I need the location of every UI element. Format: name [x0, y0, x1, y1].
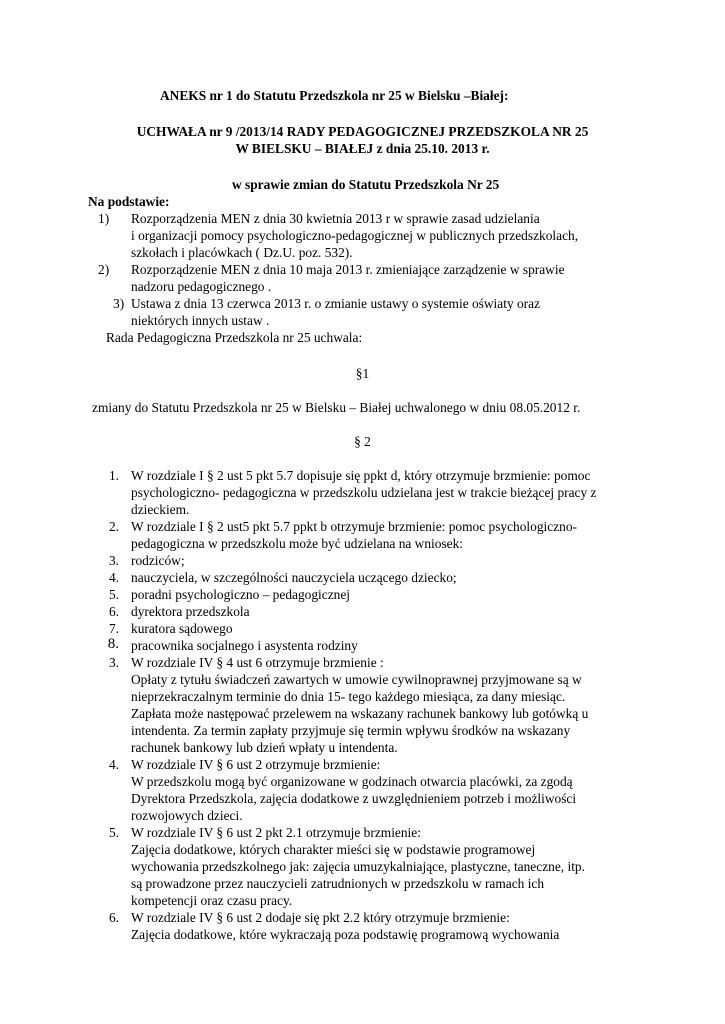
amendment-line: pracownika socjalnego i asystenta rodziny — [131, 638, 358, 653]
amendment-line: nauczyciela, w szczególności nauczyciela uczącego dziecko; — [131, 570, 457, 585]
uchwala-title-line2: W BIELSKU – BIAŁEJ z dnia 25.10. 2013 r. — [235, 141, 490, 156]
basis-item-number: 3) — [113, 296, 125, 311]
amendment-line: W rozdziale IV § 6 ust 2 pkt 2.1 otrzymuje brzmienie: — [131, 825, 421, 840]
amendment-number: 6. — [108, 604, 119, 619]
amendment-line: dzieckiem. — [131, 502, 190, 517]
section-1-text: zmiany do Statutu Przedszkola nr 25 w Bielsku – Białej uchwalonego w dniu 08.05.2012 r. — [92, 400, 581, 415]
amendment-line: W przedszkolu mogą być organizowane w godzinach otwarcia placówki, za zgodą — [131, 774, 573, 789]
amendment-line: Opłaty z tytułu świadczeń zawartych w umowie cywilnoprawnej przyjmowane są w — [131, 672, 582, 687]
basis-item-line: Rozporządzenia MEN z dnia 30 kwietnia 2013 r w sprawie zasad udzielania — [131, 211, 540, 226]
council-resolves: Rada Pedagogiczna Przedszkola nr 25 uchwala: — [106, 330, 363, 345]
amendment-line: kompetencji oraz czasu pracy. — [131, 893, 293, 908]
amendment-line: są prowadzone przez nauczycieli zatrudnionych w przedszkolu w ramach ich — [131, 876, 545, 891]
amendment-number: 5. — [108, 587, 119, 602]
amendment-number: 2. — [108, 519, 119, 534]
amendment-line: psychologiczno- pedagogiczna w przedszkolu udzielana jest w trakcie bieżącej pracy z — [131, 485, 597, 500]
amendment-number: 5. — [108, 825, 119, 840]
amendment-line: Zapłata może następować przelewem na wskazany rachunek bankowy lub gotówką u — [131, 706, 589, 721]
amendment-line: W rozdziale I § 2 ust 5 pkt 5.7 dopisuje się ppkt d, który otrzymuje brzmienie: pomoc — [131, 468, 591, 483]
amendment-line: Zajęcia dodatkowe, które wykraczają poza podstawię programową wychowania — [131, 927, 560, 942]
basis-item-line: i organizacji pomocy psychologiczno-pedagogicznej w publicznych przedszkolach, — [131, 228, 579, 243]
amendment-number: 8. — [107, 636, 119, 652]
basis-heading: Na podstawie: — [88, 194, 170, 209]
basis-item-line: szkołach i placówkach ( Dz.U. poz. 532). — [131, 245, 353, 260]
subject-line: w sprawie zmian do Statutu Przedszkola Nr 25 — [232, 177, 500, 192]
basis-item-line: niektórych innych ustaw . — [131, 313, 270, 328]
amendment-number: 7. — [108, 621, 119, 636]
amendment-number: 1. — [108, 468, 119, 483]
section-1-sign: §1 — [355, 366, 370, 381]
amendment-line: poradni psychologiczno – pedagogicznej — [131, 587, 351, 602]
amendment-number: 3. — [108, 553, 119, 568]
amendment-line: rodziców; — [131, 553, 185, 568]
amendment-line: W rozdziale I § 2 ust5 pkt 5.7 ppkt b otrzymuje brzmienie: pomoc psychologiczno- — [131, 519, 577, 534]
amendment-line: rachunek bankowy lub dzień wpłaty u intendenta. — [131, 740, 398, 755]
section-2-sign: § 2 — [354, 434, 371, 449]
basis-item-line: Rozporządzenie MEN z dnia 10 maja 2013 r. zmieniające zarządzenie w sprawie — [131, 262, 565, 277]
basis-item-line: Ustawa z dnia 13 czerwca 2013 r. o zmianie ustawy o systemie oświaty oraz — [131, 296, 541, 311]
amendment-line: W rozdziale IV § 4 ust 6 otrzymuje brzmienie : — [131, 655, 384, 670]
amendment-line: wychowania przedszkolnego jak: zajęcia umuzykalniające, plastyczne, taneczne, itp. — [131, 859, 585, 874]
amendment-line: W rozdziale IV § 6 ust 2 dodaje się pkt 2.2 który otrzymuje brzmienie: — [131, 910, 510, 925]
uchwala-title-line1: UCHWAŁA nr 9 /2013/14 RADY PEDAGOGICZNEJ PRZEDSZKOLA NR 25 — [136, 124, 589, 139]
basis-item-line: nadzoru pedagogicznego . — [131, 279, 272, 294]
amendment-number: 4. — [108, 570, 119, 585]
amendment-line: W rozdziale IV § 6 ust 2 otrzymuje brzmienie: — [131, 757, 381, 772]
amendment-number: 4. — [108, 757, 119, 772]
aneks-title: ANEKS nr 1 do Statutu Przedszkola nr 25 w Bielsku –Białej: — [160, 88, 509, 103]
amendment-line: rozwojowych dzieci. — [131, 808, 243, 823]
amendment-line: kuratora sądowego — [131, 621, 233, 636]
basis-item-number: 2) — [98, 262, 110, 277]
amendment-line: pedagogiczna w przedszkolu może być udzielana na wniosek: — [131, 536, 464, 551]
basis-item-number: 1) — [98, 211, 110, 226]
amendment-line: nieprzekraczalnym terminie do dnia 15- tego każdego miesiąca, za dany miesiąc. — [131, 689, 566, 704]
amendment-number: 6. — [108, 910, 119, 925]
amendment-line: dyrektora przedszkola — [131, 604, 250, 619]
amendment-number: 3. — [108, 655, 119, 670]
amendment-line: Zajęcia dodatkowe, których charakter mieści się w podstawie programowej — [131, 842, 536, 857]
amendment-line: Dyrektora Przedszkola, zajęcia dodatkowe z uwzględnieniem potrzeb i możliwości — [131, 791, 577, 806]
amendment-line: intendenta. Za termin zapłaty przyjmuje się termin wpływu środków na wskazany — [131, 723, 571, 738]
